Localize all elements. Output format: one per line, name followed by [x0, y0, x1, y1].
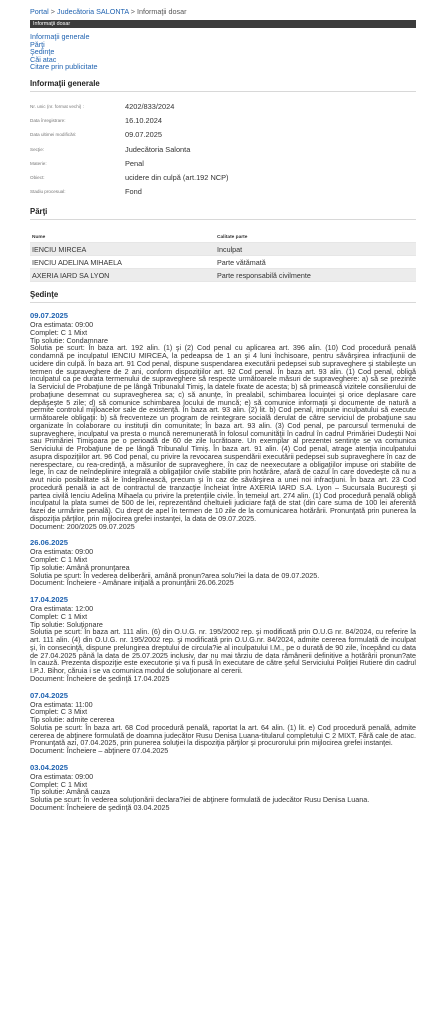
- hearing-date: 26.06.2025: [30, 538, 69, 548]
- column-header-calitate: Calitate parte: [217, 234, 248, 240]
- hearing-item: [30, 311, 416, 530]
- hearing-item: [30, 691, 416, 755]
- info-row: [30, 185, 416, 199]
- info-value: 4202/833/2024: [125, 101, 175, 111]
- breadcrumb-portal-link[interactable]: Portal: [30, 7, 49, 16]
- party-name: IENCIU MIRCEA: [32, 244, 87, 254]
- nav-link-cai-atac[interactable]: Căi atac: [30, 54, 57, 64]
- info-row: [30, 156, 416, 170]
- breadcrumb: [30, 6, 416, 18]
- parti-title: Părţi: [30, 207, 416, 220]
- hearing-panel: Complet: C 1 Mixt: [30, 611, 88, 621]
- hearing-time: Ora estimata: 12:00: [30, 604, 94, 614]
- hearing-time: Ora estimata: 09:00: [30, 320, 94, 330]
- info-label: Data ultimei modificări:: [30, 132, 77, 138]
- header-bar-label: Informaţii dosar: [33, 21, 71, 27]
- hearing-solution-text: Solutia pe scurt: În baza art. 111 alin. (6) din O.U.G. nr. 195/2002 rep. şi modificată prin O.U.G nr. 84/2024, cu referire la art. 111 alin. (4) din O.U.G. nr. 195/2002 rep. şi modificată prin O.U.G.nr. 84/2024, admite cererea formulată de inculpat şi, în consecinţă, dispune prelungirea dreptului de circula?ie al inculpatului I.M., pe o durată de 90 zile, începând cu data de 27.04.2025 până la data de 25.07.2025 inclusiv, dar nu mai târziu de data rămânerii definitive a hotărârii pronun?ate în cauză. Prezenta dispoziţie este executorie şi va fi pusă în executare de către şeful Serviciului Poliţiei Rutiere din cadrul I.P.J. Bihor, căruia i se va comunica modul de soluţionare al cererii.: [30, 627, 416, 676]
- hearing-document: Document: Încheiere - Amânare iniţială a pronunţării 26.06.2025: [30, 578, 234, 588]
- header-bar: [30, 20, 416, 28]
- hearing-panel: Complet: C 1 Mixt: [30, 555, 88, 565]
- hearing-date: 09.07.2025: [30, 311, 69, 321]
- info-value: 16.10.2024: [125, 115, 162, 125]
- hearing-item: [30, 763, 416, 812]
- party-role: Parte vătămată: [217, 257, 266, 267]
- nav-link-informatii-generale[interactable]: Informaţii generale: [30, 32, 90, 41]
- info-value: ucidere din culpă (art.192 NCP): [125, 173, 229, 183]
- hearing-solution-type: Tip solutie: admite cererea: [30, 715, 115, 725]
- section-nav: [30, 33, 416, 71]
- hearing-panel: Complet: C 1 Mixt: [30, 327, 88, 337]
- info-label: Materie:: [30, 160, 47, 166]
- info-label: Stadiu procesual:: [30, 189, 66, 195]
- breadcrumb-separator: >: [128, 7, 137, 16]
- breadcrumb-current: Informaţii dosar: [136, 7, 187, 16]
- info-row: [30, 113, 416, 127]
- hearing-item: [30, 595, 416, 683]
- info-value: 09.07.2025: [125, 130, 162, 140]
- hearing-solution-type: Tip solutie: Soluţionare: [30, 619, 103, 629]
- hearing-document: Document: 200/2025 09.07.2025: [30, 521, 135, 531]
- hearing-solution-type: Tip solutie: Condamnare: [30, 335, 109, 345]
- hearing-date: 17.04.2025: [30, 595, 69, 605]
- info-label: Nr. unic (nr. format vechi) :: [30, 103, 84, 109]
- party-name: AXERIA IARD SA LYON: [32, 270, 110, 280]
- hearing-document: Document: Încheiere – abţinere 07.04.2025: [30, 746, 169, 756]
- hearing-time: Ora estimata: 09:00: [30, 547, 94, 557]
- breadcrumb-court-link[interactable]: Judecătoria SALONTA: [56, 7, 129, 16]
- info-value: Fond: [125, 187, 142, 197]
- info-row: [30, 99, 416, 113]
- parti-table-header: [30, 232, 416, 243]
- party-role: Inculpat: [217, 244, 243, 254]
- table-row: [30, 243, 416, 256]
- general-info-title: Informaţii generale: [30, 79, 416, 92]
- hearing-item: [30, 538, 416, 587]
- hearing-date: 07.04.2025: [30, 690, 69, 700]
- table-row: [30, 256, 416, 269]
- hearing-document: Document: Încheiere de şedinţă 03.04.2025: [30, 802, 170, 812]
- hearing-solution-type: Tip solutie: Amână pronunţarea: [30, 562, 130, 572]
- info-label: Obiect:: [30, 175, 45, 181]
- table-row: [30, 269, 416, 282]
- info-row: [30, 142, 416, 156]
- hearing-document: Document: Încheiere de şedinţă 17.04.2025: [30, 673, 170, 683]
- hearing-solution-text: Solutia pe scurt: În baza art. 68 Cod procedură penală, raportat la art. 64 alin. (1) lit. e) Cod procedură penală, admite cererea de abţinere formulată de doamna judecător Rusu Denisa Luana-titularul completului C 2 MIXT. Fără cale de atac. Pronunţată azi, 07.04.2025, prin punerea soluţiei la dispoziţia părţilor şi procurorului prin mijlocirea grefei instanţei.: [30, 722, 416, 748]
- party-name: IENCIU ADELINA MIHAELA: [32, 257, 122, 267]
- hearing-solution-text: Solutia pe scurt: În vederea deliberării, amână pronun?area solu?iei la data de 09.07.2025.: [30, 570, 320, 580]
- info-label: Secţie:: [30, 146, 45, 152]
- info-value: Judecătoria Salonta: [125, 144, 191, 154]
- info-row: [30, 170, 416, 184]
- hearing-solution-text: Solutia pe scurt: În baza art. 192 alin. (1) şi (2) Cod penal cu aplicarea art. 396 alin. (10) Cod procedură penală condamnă pe inculpatul IENCIU MIRCEA, la pedeapsa de 1 an şi 4 luni închisoare, pentru săvârşirea infracţiunii de ucidere din culpă. În baza art. 91 Cod penal, dispune suspendarea executării pedepsei sub supraveghere şi stabileşte un termen de supraveghere de 2 ani, conform dispoziţiilor art. 92 Cod penal. În baza art. 93 alin. (1) Cod penal, obligă inculpatul ca pe durata termenului de supraveghere să respecte următoarele măsuri de supraveghere: a) să se prezinte la Serviciul de Probaţiune de pe lângă Tribunalul Timiş, la datele fixate de acesta; b) să primească vizitele consilierului de probaţiune desemnat cu supravegherea sa; c) să anunţe, în prealabil, schimbarea locuinţei şi orice deplasare care depăşeşte 5 zile; d) să comunice schimbarea locului de muncă; e) să comunice informaţii şi documente de natură a permite controlul mijloacelor sale de existenţă. În baza art. 93 alin. (2) lit. b) Cod penal, impune inculpatului să execute următoarele obligaţii: b) să frecventeze un program de reintegrare socială derulat de către serviciul de probaţiune sau organizate în colaborare cu instituţii din comunitate; În baza art. 93 alin. (3) Cod penal, pe parcursul termenului de supraveghere, inculpatul va presta o muncă neremunerată în folosul comunităţii în cadrul în cadrul Primăriei Dudeştii Noi sau Primăriei Timişoara pe o perioadă de 60 de zile lucrătoare. Un exemplar al prezentei sentinţe se va comunica Serviciului de Probaţiune de pe lângă Tribunalul Timiş. În baza art. 91 alin. (4) Cod penal, atrage atenţia inculpatului asupra dispoziţiilor art. 96 Cod penal, cu privire la revocarea suspendării executării pedepsei sub supraveghere în caz de nerespectare, cu rea-credinţă, a măsurilor de supraveghere, în caz de neexecutare a obligaţiilor impuse ori stabilite de lege, în caz de neîndeplinire integrală a obligaţiilor civile stabilite prin hotărâre, afară de cazul în care dovedeşte că nu a avut nicio posibilitate să le îndeplinească, precum şi în caz de săvârşirea a unei noi infracţiuni. În baza art. 23 Cod procedură penală ia act de contractul de tranzacţie încheiat între AXERIA IARD S.A. Lyon – Sucursala Bucureşti şi partea civilă Ienciu Adelina Mihaela cu privire la pretenţiile civile. În temeiul art. 274 alin. (1) Cod procedură penală obligă inculpatul la plata sumei de 500 de lei, reprezentând cheltuieli judiciare faţă de stat (din care suma de 100 lei aferentă fazei de urmărire penală). Cu drept de apel în termen de 10 zile de la comunicarea hotărârii. Pronunţată prin punerea la dispoziţia părţilor, prin mijlocirea grefei instanţei, la data de 09.07.2025.: [30, 343, 416, 523]
- parti-table: [30, 232, 416, 282]
- column-header-name: Nume: [32, 234, 46, 240]
- nav-link-citare[interactable]: Citare prin publicitate: [30, 62, 98, 72]
- sedinte-title: Şedinţe: [30, 290, 416, 303]
- general-info-table: [30, 99, 416, 199]
- hearing-time: Ora estimata: 09:00: [30, 771, 94, 781]
- info-row: [30, 128, 416, 142]
- info-value: Penal: [125, 158, 144, 168]
- hearing-time: Ora estimata: 11:00: [30, 699, 93, 709]
- party-role: Parte responsabilă civilmente: [217, 270, 311, 280]
- breadcrumb-separator: >: [48, 7, 57, 16]
- hearing-date: 03.04.2025: [30, 762, 69, 772]
- info-label: Data înregistrare:: [30, 117, 66, 123]
- hearing-solution-type: Tip solutie: Amână cauza: [30, 787, 111, 797]
- nav-link-parti[interactable]: Părţi: [30, 39, 45, 49]
- hearings-list: [30, 311, 416, 812]
- hearing-panel: Complet: C 3 Mixt: [30, 707, 88, 717]
- nav-link-sedinte[interactable]: Şedinţe: [30, 47, 55, 57]
- hearing-panel: Complet: C 1 Mixt: [30, 779, 88, 789]
- hearing-solution-text: Solutia pe scurt: În vederea soluţionării declara?iei de abţinere formulată de judecător Rusu Denisa Luana.: [30, 795, 370, 805]
